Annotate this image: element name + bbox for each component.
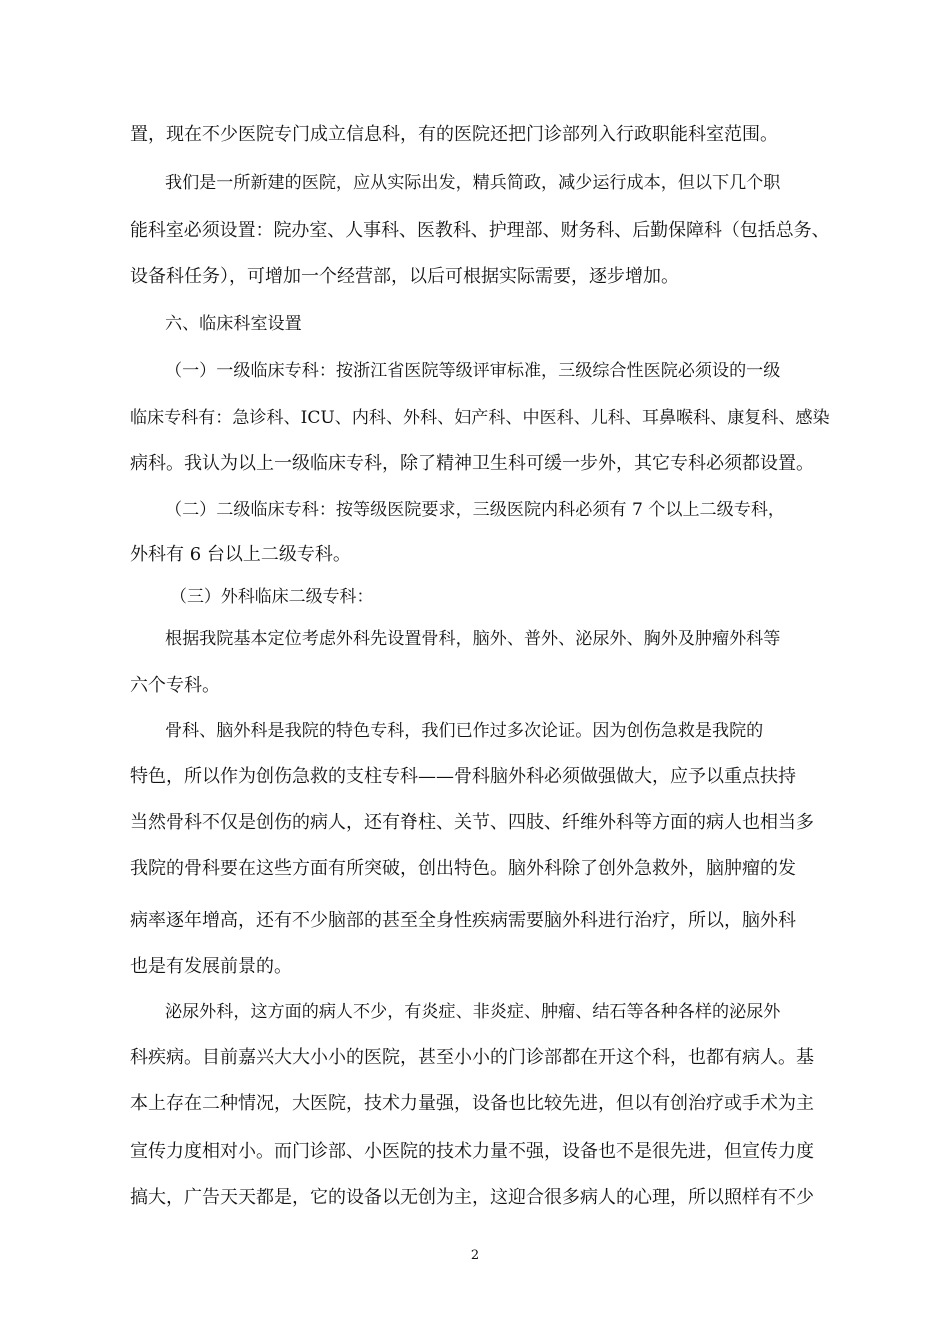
body-text-line: （一）一级临床专科：按浙江省医院等级评审标准，三级综合性医院必须设的一级 <box>165 361 781 381</box>
body-text-line: （二）二级临床专科：按等级医院要求，三级医院内科必须有 7 个以上二级专科， <box>165 500 786 520</box>
body-text-line: 当然骨科不仅是创伤的病人，还有脊柱、关节、四肢、纤维外科等方面的病人也相当多 <box>130 812 814 833</box>
subsection-heading: （三）外科临床二级专科： <box>170 586 374 606</box>
body-text-line: 搞大，广告天天都是，它的设备以无创为主，这迎合很多病人的心理，所以照样有不少 <box>130 1187 814 1208</box>
body-text-line: 外科有 6 台以上二级专科。 <box>130 544 351 565</box>
body-text-line: 本上存在二种情况，大医院，技术力量强，设备也比较先进，但以有创治疗或手术为主 <box>130 1093 814 1114</box>
body-text-line: 泌尿外科，这方面的病人不少，有炎症、非炎症、肿瘤、结石等各种各样的泌尿外 <box>165 1002 781 1022</box>
body-text-line: 临床专科有：急诊科、ICU、内科、外科、妇产科、中医科、儿科、耳鼻喉科、康复科、感染 <box>130 408 830 428</box>
body-text-line: 我们是一所新建的医院，应从实际出发，精兵简政，减少运行成本，但以下几个职 <box>165 173 781 193</box>
body-text-line: 特色，所以作为创伤急救的支柱专科——骨科脑外科必须做强做大，应予以重点扶持 <box>130 766 796 787</box>
body-text-line: 病科。我认为以上一级临床专科，除了精神卫生科可缓一步外，其它专科必须都设置。 <box>130 453 814 474</box>
body-text-line: 六个专科。 <box>130 675 220 696</box>
body-text-line: 能科室必须设置：院办室、人事科、医教科、护理部、财务科、后勤保障科（包括总务、 <box>130 220 830 241</box>
body-text-line: 科疾病。目前嘉兴大大小小的医院，甚至小小的门诊部都在开这个科，也都有病人。基 <box>130 1047 814 1068</box>
body-text-line: 也是有发展前景的。 <box>130 956 292 977</box>
body-text-line: 宣传力度相对小。而门诊部、小医院的技术力量不强，设备也不是很先进，但宣传力度 <box>130 1141 814 1162</box>
body-text-line: 设备科任务），可增加一个经营部，以后可根据实际需要，逐步增加。 <box>130 266 679 287</box>
body-text-line: 置，现在不少医院专门成立信息科，有的医院还把门诊部列入行政职能科室范围。 <box>130 124 778 145</box>
body-text-line: 骨科、脑外科是我院的特色专科，我们已作过多次论证。因为创伤急救是我院的 <box>165 721 764 741</box>
body-text-line: 我院的骨科要在这些方面有所突破，创出特色。脑外科除了创外急救外，脑肿瘤的发 <box>130 858 796 879</box>
body-text-line: 病率逐年增高，还有不少脑部的甚至全身性疾病需要脑外科进行治疗，所以，脑外科 <box>130 910 796 931</box>
section-heading: 六、临床科室设置 <box>165 314 302 334</box>
page-number: 2 <box>470 1248 480 1263</box>
body-text-line: 根据我院基本定位考虑外科先设置骨科，脑外、普外、泌尿外、胸外及肿瘤外科等 <box>165 629 781 649</box>
